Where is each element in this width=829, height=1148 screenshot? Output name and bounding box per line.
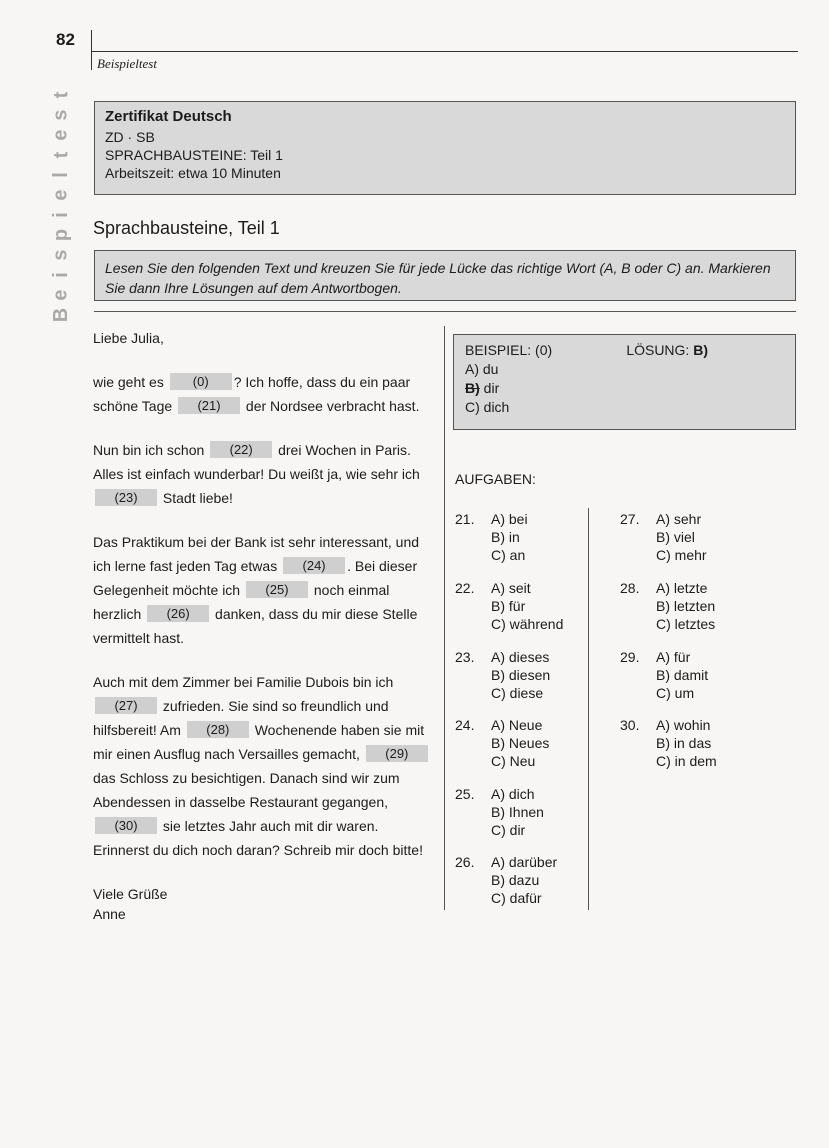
option-a[interactable]: A) darüber (491, 854, 558, 870)
gap-27: (27) (95, 697, 157, 714)
gap-29: (29) (366, 745, 428, 762)
side-label (44, 91, 78, 325)
option-c[interactable]: C) während (491, 616, 564, 632)
option-b[interactable]: B) viel (656, 529, 695, 545)
side-letter: t (49, 91, 72, 99)
text: Das Praktikum bei der Bank ist sehr interessant, und ich lerne fast jeden Tag etwas (93, 534, 420, 574)
option-b[interactable]: B) in (491, 529, 520, 545)
tasks-title: AUFGABEN: (455, 471, 536, 487)
crossed-mark: B) (465, 380, 480, 396)
task-number: 24. (455, 717, 475, 733)
task-number: 25. (455, 786, 475, 802)
column-separator (444, 326, 445, 910)
salutation: Liebe Julia, (93, 330, 164, 346)
text: . Bei dieser Gelegenheit möchte ich (93, 558, 418, 598)
gap-25: (25) (246, 581, 308, 598)
option-b[interactable]: B) Neues (491, 735, 550, 751)
option-b[interactable]: B) für (491, 598, 526, 614)
gap-23: (23) (95, 489, 157, 506)
task-number: 28. (620, 580, 640, 596)
option-c[interactable]: C) an (491, 547, 526, 563)
option-a[interactable]: A) seit (491, 580, 531, 596)
option-c[interactable]: C) in dem (656, 753, 717, 769)
gap-22: (22) (210, 441, 272, 458)
closing: Viele Grüße (93, 886, 168, 902)
text: Nun bin ich schon (93, 442, 205, 458)
text: drei Wochen in Paris. Alles ist einfach wunderbar! Du weißt ja, wie sehr ich (93, 442, 420, 482)
option-b[interactable]: B) letzten (656, 598, 716, 614)
task-26[interactable] (455, 853, 557, 907)
side-letter: p (50, 228, 72, 242)
side-letter: B (49, 307, 72, 323)
text: Wochenende haben sie mit mir einen Ausflug nach Versailles gemacht, (93, 722, 425, 762)
paragraph-3 (93, 530, 438, 650)
task-29[interactable] (620, 648, 708, 702)
option-c[interactable]: C) mehr (656, 547, 707, 563)
example-solution (626, 341, 708, 360)
option-a[interactable]: A) letzte (656, 580, 708, 596)
text: zufrieden. Sie sind so freundlich und hilfsbereit! Am (93, 698, 389, 738)
instructions-box (94, 250, 796, 301)
exam-part: SPRACHBAUSTEINE: Teil 1 (105, 147, 283, 163)
example-label: BEISPIEL: (0) (465, 342, 553, 358)
divider (94, 311, 796, 312)
header-vertical-rule (91, 30, 92, 70)
task-number: 23. (455, 649, 475, 665)
option-a[interactable]: A) bei (491, 511, 528, 527)
text: der Nordsee verbracht hast. (245, 398, 420, 414)
instructions-text: Lesen Sie den folgenden Text und kreuzen Sie für jede Lücke das richtige Wort (A, B oder C) an. Markieren Sie dann Ihre Lösungen auf dem Antwortbogen. (105, 260, 771, 296)
task-30[interactable] (620, 716, 717, 770)
task-24[interactable] (455, 716, 549, 770)
task-23[interactable] (455, 648, 550, 702)
task-22[interactable] (455, 579, 563, 633)
option-a[interactable]: A) Neue (491, 717, 543, 733)
option-b[interactable]: B) in das (656, 735, 712, 751)
example-header (465, 341, 784, 360)
side-letter: s (50, 249, 72, 261)
solution-value: B) (693, 342, 708, 358)
option-a[interactable]: A) dich (491, 786, 535, 802)
option-b[interactable]: B) diesen (491, 667, 551, 683)
option-a[interactable]: A) sehr (656, 511, 702, 527)
side-letter: i (50, 212, 72, 218)
option-c[interactable]: C) um (656, 685, 695, 701)
side-letter: i (50, 272, 72, 278)
text: danken, dass du mir diese Stelle vermittelt hast. (93, 606, 418, 646)
side-letter: e (50, 289, 72, 301)
tasks-column-separator (588, 508, 589, 910)
example-option-c: C) dich (465, 399, 510, 415)
section-title: Sprachbausteine, Teil 1 (93, 218, 280, 238)
side-letter: s (50, 109, 72, 121)
header-rule (91, 51, 798, 52)
option-c[interactable]: C) diese (491, 685, 544, 701)
example-option-b-text: dir (483, 380, 500, 396)
side-letter: l (50, 172, 72, 178)
gap-0: (0) (170, 373, 232, 390)
option-c[interactable]: C) dafür (491, 890, 542, 906)
task-number: 30. (620, 717, 640, 733)
gap-24: (24) (283, 557, 345, 574)
page-number: 82 (56, 30, 75, 49)
task-21[interactable] (455, 510, 528, 564)
gap-28: (28) (187, 721, 249, 738)
side-letter: e (50, 129, 72, 141)
option-c[interactable]: C) dir (491, 822, 526, 838)
task-number: 26. (455, 854, 475, 870)
gap-26: (26) (147, 605, 209, 622)
side-letter: e (50, 189, 72, 201)
text: Stadt liebe! (162, 490, 233, 506)
text: sie letztes Jahr auch mit dir waren. Erinnerst du dich noch daran? Schreib mir doch bitte! (93, 818, 423, 858)
exam-title: Zertifikat Deutsch (105, 108, 232, 125)
paragraph-4 (93, 670, 438, 862)
gap-21: (21) (178, 397, 240, 414)
paragraph-1 (93, 370, 438, 418)
example-option-b (465, 379, 784, 398)
task-27[interactable] (620, 510, 707, 564)
exam-info-box (94, 101, 796, 195)
text: noch einmal herzlich (93, 582, 390, 622)
task-number: 27. (620, 511, 640, 527)
option-b[interactable]: B) dazu (491, 872, 540, 888)
task-number: 22. (455, 580, 475, 596)
task-number: 29. (620, 649, 640, 665)
side-letter: t (49, 151, 72, 159)
task-28[interactable] (620, 579, 715, 633)
letter-text (93, 326, 438, 926)
option-a[interactable]: A) wohin (656, 717, 711, 733)
option-b[interactable]: B) damit (656, 667, 709, 683)
exam-code: ZD · SB (105, 129, 155, 145)
running-head: Beispieltest (97, 56, 157, 71)
signature: Anne (93, 906, 126, 922)
text: Auch mit dem Zimmer bei Familie Dubois bin ich (93, 674, 394, 690)
gap-30: (30) (95, 817, 157, 834)
exam-time: Arbeitszeit: etwa 10 Minuten (105, 165, 281, 181)
solution-label: LÖSUNG: (626, 342, 690, 358)
paragraph-2 (93, 438, 438, 510)
task-number: 21. (455, 511, 475, 527)
text: wie geht es (93, 374, 164, 390)
example-option-a: A) du (465, 361, 499, 377)
task-25[interactable] (455, 785, 544, 839)
text: das Schloss zu besichtigen. Danach sind wir zum Abendessen in dasselbe Restaurant gegangen, (93, 770, 400, 810)
option-a[interactable]: A) für (656, 649, 691, 665)
text: ? Ich hoffe, dass du ein paar schöne Tage (93, 374, 411, 414)
option-c[interactable]: C) letztes (656, 616, 716, 632)
option-a[interactable]: A) dieses (491, 649, 550, 665)
option-c[interactable]: C) Neu (491, 753, 536, 769)
option-b[interactable]: B) Ihnen (491, 804, 544, 820)
example-box (453, 334, 796, 430)
